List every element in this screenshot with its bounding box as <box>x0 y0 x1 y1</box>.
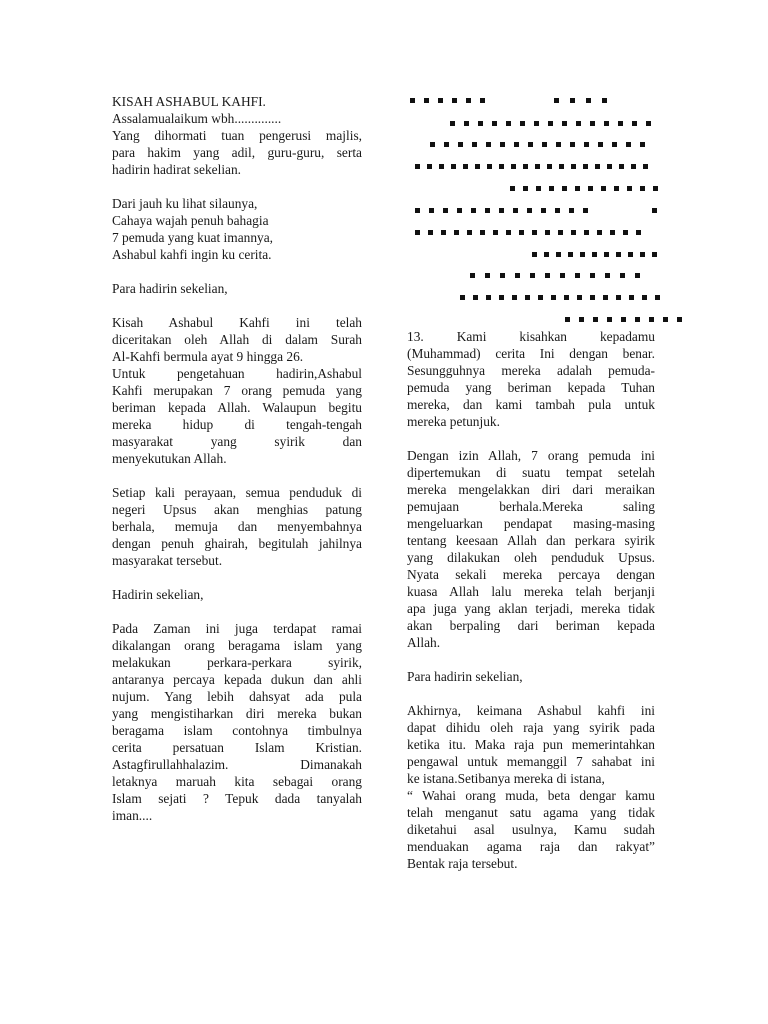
text-line: diceritakan oleh Allah di dalam Surah <box>112 332 362 347</box>
arabic-glyph-dot <box>618 121 623 126</box>
arabic-glyph-dot <box>652 252 657 257</box>
arabic-glyph-dot <box>590 295 595 300</box>
arabic-glyph-dot <box>593 317 598 322</box>
arabic-glyph-dot <box>513 208 518 213</box>
text-line: “ Wahai orang muda, beta dengar kamu <box>407 788 655 803</box>
arabic-glyph-dot <box>632 121 637 126</box>
arabic-glyph-dot <box>604 252 609 257</box>
text-line: Ashabul kahfi ingin ku cerita. <box>112 247 272 262</box>
text-line: iman.... <box>112 808 153 823</box>
arabic-glyph-dot <box>428 230 433 235</box>
arabic-glyph-dot <box>616 252 621 257</box>
text-line: Para hadirin sekelian, <box>112 281 228 296</box>
arabic-glyph-dot <box>631 164 636 169</box>
arabic-glyph-dot <box>649 317 654 322</box>
arabic-glyph-dot <box>579 317 584 322</box>
arabic-glyph-dot <box>640 252 645 257</box>
text-line: tentang keesaan Allah dan perkara syirik <box>407 533 655 548</box>
text-line: Akhirnya, keimana Ashabul kahfi ini <box>407 703 655 718</box>
paragraph-gap <box>407 685 655 702</box>
arabic-glyph-dot <box>506 230 511 235</box>
arabic-glyph-dot <box>499 295 504 300</box>
text-line: mereka mengelakkan diri dari meraikan <box>407 482 655 497</box>
arabic-glyph-dot <box>640 186 645 191</box>
arabic-glyph-dot <box>597 230 602 235</box>
arabic-glyph-dot <box>499 164 504 169</box>
arabic-script-line <box>400 252 690 260</box>
arabic-glyph-dot <box>628 252 633 257</box>
text-line: Sesungguhnya mereka adalah pemuda- <box>407 363 655 378</box>
arabic-glyph-dot <box>570 142 575 147</box>
arabic-glyph-dot <box>556 142 561 147</box>
arabic-glyph-dot <box>595 164 600 169</box>
text-line: melakukan perkara-perkara syirik, <box>112 655 362 670</box>
arabic-glyph-dot <box>467 230 472 235</box>
text-line: nujum. Yang lebih dahsyat ada pula <box>112 689 362 704</box>
text-line: Pada Zaman ini juga terdapat ramai <box>112 621 362 636</box>
arabic-script-line <box>400 142 690 150</box>
arabic-glyph-dot <box>584 230 589 235</box>
arabic-glyph-dot <box>480 98 485 103</box>
arabic-verse-block <box>400 88 690 323</box>
text-line: Kahfi merupakan 7 orang pemuda yang <box>112 383 362 398</box>
arabic-glyph-dot <box>551 295 556 300</box>
arabic-glyph-dot <box>480 230 485 235</box>
text-line: Islam sejati ? Tepuk dada tanyalah <box>112 791 362 806</box>
arabic-glyph-dot <box>635 317 640 322</box>
arabic-glyph-dot <box>458 142 463 147</box>
arabic-glyph-dot <box>604 121 609 126</box>
arabic-glyph-dot <box>523 186 528 191</box>
arabic-glyph-dot <box>583 208 588 213</box>
arabic-glyph-dot <box>506 121 511 126</box>
arabic-glyph-dot <box>532 252 537 257</box>
arabic-glyph-dot <box>610 230 615 235</box>
text-line: yang mengistiharkan diri mereka bukan <box>112 706 362 721</box>
text-line: Dari jauh ku lihat silaunya, <box>112 196 258 211</box>
arabic-glyph-dot <box>560 273 565 278</box>
arabic-glyph-dot <box>568 252 573 257</box>
arabic-glyph-dot <box>542 142 547 147</box>
arabic-glyph-dot <box>530 273 535 278</box>
text-line: beriman kepada Allah. Walaupun begitu <box>112 400 362 415</box>
arabic-glyph-dot <box>471 208 476 213</box>
text-line: negeri Upsus akan menghias patung <box>112 502 362 517</box>
arabic-glyph-dot <box>571 230 576 235</box>
arabic-glyph-dot <box>499 208 504 213</box>
arabic-glyph-dot <box>544 252 549 257</box>
arabic-glyph-dot <box>450 121 455 126</box>
arabic-glyph-dot <box>575 273 580 278</box>
arabic-glyph-dot <box>478 121 483 126</box>
arabic-glyph-dot <box>584 142 589 147</box>
arabic-glyph-dot <box>569 208 574 213</box>
arabic-glyph-dot <box>677 317 682 322</box>
arabic-script-line <box>400 317 690 325</box>
arabic-glyph-dot <box>473 295 478 300</box>
arabic-glyph-dot <box>536 186 541 191</box>
text-line: pemuda yang beriman kepada Tuhan <box>407 380 655 395</box>
arabic-glyph-dot <box>430 142 435 147</box>
arabic-glyph-dot <box>554 98 559 103</box>
arabic-glyph-dot <box>485 273 490 278</box>
arabic-glyph-dot <box>619 164 624 169</box>
arabic-glyph-dot <box>545 273 550 278</box>
paragraph-gap <box>112 467 362 484</box>
text-line: masyarakat yang syirik dan <box>112 434 362 449</box>
arabic-glyph-dot <box>652 208 657 213</box>
arabic-glyph-dot <box>519 230 524 235</box>
arabic-glyph-dot <box>464 121 469 126</box>
text-line: Kisah Ashabul Kahfi ini telah <box>112 315 362 330</box>
arabic-glyph-dot <box>620 273 625 278</box>
arabic-glyph-dot <box>601 186 606 191</box>
text-line: dikalangan orang beragama islam yang <box>112 638 362 653</box>
arabic-glyph-dot <box>541 208 546 213</box>
arabic-glyph-dot <box>583 164 588 169</box>
arabic-glyph-dot <box>623 230 628 235</box>
text-line: Para hadirin sekelian, <box>407 669 523 684</box>
arabic-script-line <box>400 273 690 281</box>
text-line: dapat dihidu oleh raja yang syirik pada <box>407 720 655 735</box>
arabic-glyph-dot <box>548 121 553 126</box>
right-text-column <box>407 328 655 872</box>
arabic-glyph-dot <box>642 295 647 300</box>
text-line: Astagfirullahhalazim. Dimanakah <box>112 757 362 772</box>
text-line: Assalamualaikum wbh.............. <box>112 111 282 126</box>
arabic-glyph-dot <box>640 142 645 147</box>
arabic-script-line <box>400 230 690 238</box>
arabic-glyph-dot <box>415 208 420 213</box>
arabic-glyph-dot <box>556 252 561 257</box>
paragraph-gap <box>112 569 362 586</box>
text-line: 7 pemuda yang kuat imannya, <box>112 230 274 245</box>
arabic-glyph-dot <box>510 186 515 191</box>
arabic-glyph-dot <box>452 98 457 103</box>
arabic-glyph-dot <box>571 164 576 169</box>
arabic-glyph-dot <box>485 208 490 213</box>
arabic-glyph-dot <box>653 186 658 191</box>
arabic-glyph-dot <box>500 273 505 278</box>
arabic-glyph-dot <box>512 295 517 300</box>
arabic-glyph-dot <box>635 273 640 278</box>
text-line: KISAH ASHABUL KAHFI. <box>112 94 266 109</box>
arabic-glyph-dot <box>614 186 619 191</box>
arabic-glyph-dot <box>443 208 448 213</box>
arabic-glyph-dot <box>577 295 582 300</box>
arabic-glyph-dot <box>547 164 552 169</box>
text-line: antaranya percaya kepada dukun dan ahli <box>112 672 362 687</box>
arabic-glyph-dot <box>429 208 434 213</box>
text-line: menduakan agama raja dan rakyat” <box>407 839 655 854</box>
arabic-glyph-dot <box>636 230 641 235</box>
arabic-glyph-dot <box>472 142 477 147</box>
arabic-glyph-dot <box>605 273 610 278</box>
arabic-glyph-dot <box>558 230 563 235</box>
text-line: menyekutukan Allah. <box>112 451 227 466</box>
arabic-glyph-dot <box>441 230 446 235</box>
left-text-column <box>112 93 362 824</box>
text-line: Bentak raja tersebut. <box>407 856 518 871</box>
arabic-glyph-dot <box>520 121 525 126</box>
arabic-glyph-dot <box>415 164 420 169</box>
text-line: pemujaan berhala.Mereka saling <box>407 499 655 514</box>
paragraph-gap <box>407 430 655 447</box>
paragraph-gap <box>112 297 362 314</box>
text-line: beragama islam contohnya timbulnya <box>112 723 362 738</box>
arabic-glyph-dot <box>570 98 575 103</box>
arabic-glyph-dot <box>424 98 429 103</box>
arabic-glyph-dot <box>486 142 491 147</box>
arabic-glyph-dot <box>534 121 539 126</box>
arabic-glyph-dot <box>454 230 459 235</box>
arabic-glyph-dot <box>562 121 567 126</box>
text-line: dengan penuh ghairah, begitulah jahilnya <box>112 536 362 551</box>
text-line: Untuk pengetahuan hadirin,Ashabul <box>112 366 362 381</box>
arabic-glyph-dot <box>575 186 580 191</box>
arabic-glyph-dot <box>562 186 567 191</box>
arabic-glyph-dot <box>663 317 668 322</box>
text-line: mereka petunjuk. <box>407 414 500 429</box>
arabic-glyph-dot <box>523 164 528 169</box>
paragraph-gap <box>112 603 362 620</box>
arabic-glyph-dot <box>525 295 530 300</box>
arabic-glyph-dot <box>549 186 554 191</box>
arabic-glyph-dot <box>487 164 492 169</box>
text-line: masyarakat tersebut. <box>112 553 223 568</box>
arabic-glyph-dot <box>444 142 449 147</box>
paragraph-gap <box>112 263 362 280</box>
arabic-script-line <box>400 98 690 106</box>
arabic-glyph-dot <box>576 121 581 126</box>
paragraph-gap <box>112 178 362 195</box>
arabic-glyph-dot <box>514 142 519 147</box>
text-line: Yang dihormati tuan pengerusi majlis, <box>112 128 362 143</box>
arabic-glyph-dot <box>646 121 651 126</box>
arabic-glyph-dot <box>565 317 570 322</box>
arabic-glyph-dot <box>439 164 444 169</box>
arabic-glyph-dot <box>492 121 497 126</box>
text-line: Al-Kahfi bermula ayat 9 hingga 26. <box>112 349 304 364</box>
text-line: apa juga yang aklan terjadi, mereka tidak <box>407 601 655 616</box>
arabic-script-line <box>400 186 690 194</box>
arabic-glyph-dot <box>626 142 631 147</box>
text-line: letaknya maruah kita sebagai orang <box>112 774 362 789</box>
arabic-glyph-dot <box>607 317 612 322</box>
arabic-glyph-dot <box>528 142 533 147</box>
text-line: mereka hidup di tengah-tengah <box>112 417 362 432</box>
arabic-script-line <box>400 121 690 129</box>
arabic-glyph-dot <box>590 121 595 126</box>
text-line: cerita persatuan Islam Kristian. <box>112 740 362 755</box>
arabic-glyph-dot <box>580 252 585 257</box>
arabic-glyph-dot <box>527 208 532 213</box>
arabic-glyph-dot <box>586 98 591 103</box>
arabic-glyph-dot <box>564 295 569 300</box>
text-line: ketika itu. Maka raja pun memerintahkan <box>407 737 655 752</box>
arabic-glyph-dot <box>621 317 626 322</box>
text-line: (Muhammad) cerita Ini dengan benar. <box>407 346 655 361</box>
arabic-glyph-dot <box>555 208 560 213</box>
text-line: Nyata sekali mereka percaya dengan <box>407 567 655 582</box>
arabic-glyph-dot <box>515 273 520 278</box>
arabic-glyph-dot <box>470 273 475 278</box>
arabic-glyph-dot <box>486 295 491 300</box>
arabic-glyph-dot <box>616 295 621 300</box>
text-line: mereka, dan kami tambah pula untuk <box>407 397 655 412</box>
arabic-glyph-dot <box>532 230 537 235</box>
text-line: para hakim yang adil, guru-guru, serta <box>112 145 362 160</box>
arabic-glyph-dot <box>643 164 648 169</box>
arabic-glyph-dot <box>415 230 420 235</box>
text-line: Cahaya wajah penuh bahagia <box>112 213 269 228</box>
text-line: akan berpaling dari beriman kepada <box>407 618 655 633</box>
arabic-glyph-dot <box>457 208 462 213</box>
arabic-glyph-dot <box>511 164 516 169</box>
text-line: Allah. <box>407 635 441 650</box>
paragraph-gap <box>407 651 655 668</box>
arabic-script-line <box>400 208 690 216</box>
text-line: Hadirin sekelian, <box>112 587 204 602</box>
arabic-glyph-dot <box>500 142 505 147</box>
arabic-glyph-dot <box>607 164 612 169</box>
arabic-glyph-dot <box>590 273 595 278</box>
arabic-glyph-dot <box>538 295 543 300</box>
arabic-glyph-dot <box>592 252 597 257</box>
text-line: diketahui asal usulnya, Kamu sudah <box>407 822 655 837</box>
text-line: kuasa Allah lalu mereka telah berjanji <box>407 584 655 599</box>
text-line: Setiap kali perayaan, semua penduduk di <box>112 485 362 500</box>
arabic-script-line <box>400 295 690 303</box>
arabic-glyph-dot <box>627 186 632 191</box>
arabic-glyph-dot <box>410 98 415 103</box>
arabic-glyph-dot <box>612 142 617 147</box>
text-line: berhala, memuja dan menyembahnya <box>112 519 362 534</box>
arabic-glyph-dot <box>438 98 443 103</box>
text-line: telah menganut satu agama yang tidak <box>407 805 655 820</box>
arabic-glyph-dot <box>559 164 564 169</box>
text-line: mengeluarkan pendapat masing-masing <box>407 516 655 531</box>
arabic-glyph-dot <box>466 98 471 103</box>
text-line: ke istana.Setibanya mereka di istana, <box>407 771 605 786</box>
arabic-glyph-dot <box>475 164 480 169</box>
arabic-glyph-dot <box>535 164 540 169</box>
arabic-glyph-dot <box>602 98 607 103</box>
arabic-glyph-dot <box>545 230 550 235</box>
arabic-glyph-dot <box>427 164 432 169</box>
arabic-glyph-dot <box>463 164 468 169</box>
arabic-glyph-dot <box>655 295 660 300</box>
arabic-glyph-dot <box>493 230 498 235</box>
text-line: pengawal untuk memanggil 7 sahabat ini <box>407 754 655 769</box>
arabic-glyph-dot <box>603 295 608 300</box>
text-line: yang dilakukan oleh penduduk Upsus. <box>407 550 655 565</box>
text-line: Dengan izin Allah, 7 orang pemuda ini <box>407 448 655 463</box>
arabic-glyph-dot <box>588 186 593 191</box>
text-line: dipertemukan di suatu tempat setelah <box>407 465 655 480</box>
arabic-glyph-dot <box>598 142 603 147</box>
arabic-glyph-dot <box>629 295 634 300</box>
text-line: 13. Kami kisahkan kepadamu <box>407 329 655 344</box>
text-line: hadirin hadirat sekelian. <box>112 162 242 177</box>
arabic-glyph-dot <box>451 164 456 169</box>
arabic-script-line <box>400 164 690 172</box>
arabic-glyph-dot <box>460 295 465 300</box>
